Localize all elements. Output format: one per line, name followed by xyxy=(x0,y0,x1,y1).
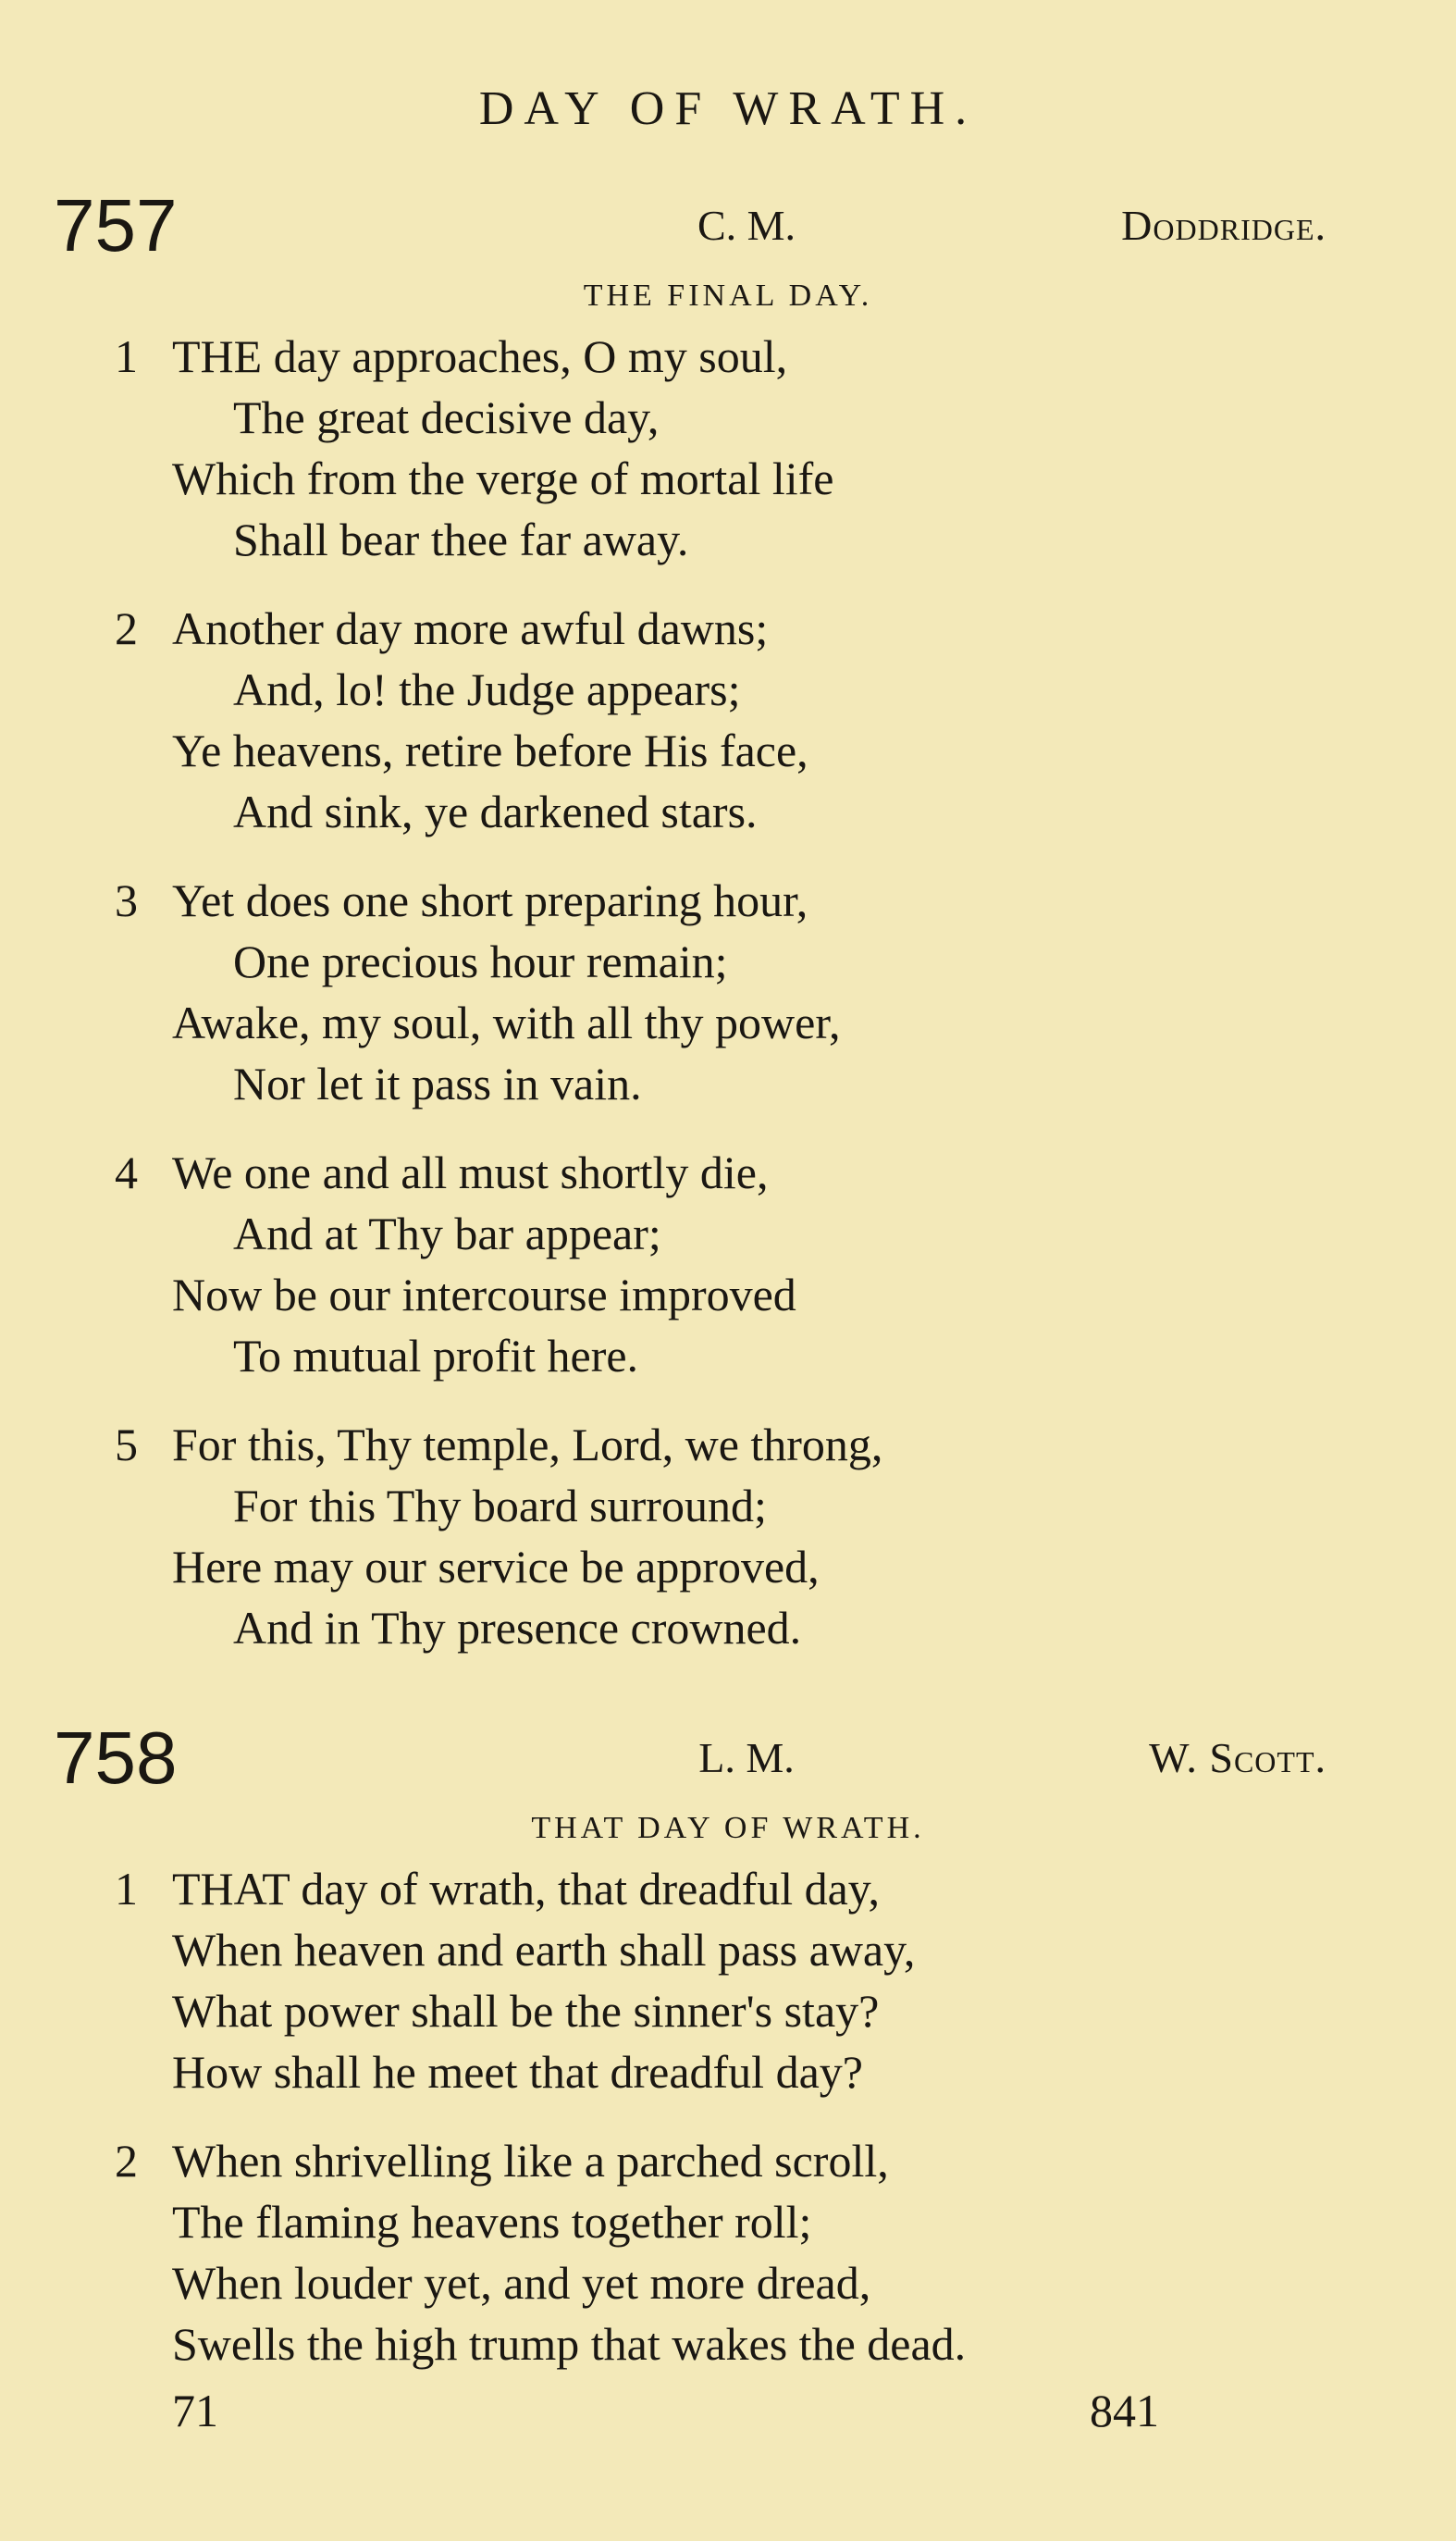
stanza xyxy=(0,2130,1456,2374)
stanza-line: Which from the verge of mortal life xyxy=(172,452,834,504)
stanza xyxy=(0,1858,1456,2102)
stanza-line: How shall he meet that dreadful day? xyxy=(172,2046,863,2098)
stanza-line: When heaven and earth shall pass away, xyxy=(172,1924,916,1976)
stanza-line: And sink, ye darkened stars. xyxy=(233,786,758,837)
stanza-line: One precious hour remain; xyxy=(233,936,728,987)
hymn-758 xyxy=(0,1714,1456,2402)
stanza xyxy=(0,870,1456,1114)
line-text: When shrivelling like a parched scroll, xyxy=(172,2135,889,2187)
stanza xyxy=(0,598,1456,842)
verse-number: 4 xyxy=(115,1147,138,1198)
verse-number: 3 xyxy=(115,874,138,926)
line-text: Yet does one short preparing hour, xyxy=(172,874,808,926)
stanza-line: Shall bear thee far away. xyxy=(233,514,689,565)
stanza-line: And, lo! the Judge appears; xyxy=(233,663,741,715)
stanza-line xyxy=(0,1142,1456,1203)
stanza-line: Here may our service be approved, xyxy=(172,1541,820,1593)
verse-number: 1 xyxy=(115,1863,138,1915)
hymn-author: W. Scott. xyxy=(1149,1734,1326,1781)
hymn-header xyxy=(0,1714,1456,1803)
line-text: THE day approaches, O my soul, xyxy=(172,330,788,382)
hymn-subtitle: THAT DAY OF WRATH. xyxy=(531,1811,925,1845)
line-text: Another day more awful dawns; xyxy=(172,602,769,654)
verse-number: 1 xyxy=(115,330,138,382)
page-number: 841 xyxy=(1090,2385,1159,2436)
stanza-line: Ye heavens, retire before His face, xyxy=(172,725,808,776)
signature-mark: 71 xyxy=(172,2385,218,2436)
line-text: THAT day of wrath, that dreadful day, xyxy=(172,1863,881,1915)
line-text: We one and all must shortly die, xyxy=(172,1147,769,1198)
stanza xyxy=(0,326,1456,570)
hymn-757 xyxy=(0,181,1456,1686)
stanza-line: The flaming heavens together roll; xyxy=(172,2196,812,2248)
verse-number: 5 xyxy=(115,1419,138,1470)
stanza-line: Nor let it pass in vain. xyxy=(233,1058,642,1109)
stanza-line: The great decisive day, xyxy=(233,391,660,443)
stanza xyxy=(0,1142,1456,1386)
hymn-author: Doddridge. xyxy=(1121,202,1326,249)
stanza-line xyxy=(0,1858,1456,1919)
running-head: DAY OF WRATH. xyxy=(478,82,978,135)
hymn-meter: C. M. xyxy=(697,202,796,249)
stanza-line xyxy=(0,2130,1456,2191)
stanza-line xyxy=(0,870,1456,931)
stanza-line: To mutual profit here. xyxy=(233,1330,639,1382)
stanza xyxy=(0,1414,1456,1658)
stanza-line: For this Thy board surround; xyxy=(233,1480,767,1531)
stanza-line: Now be our intercourse improved xyxy=(172,1269,796,1320)
stanza-line: Swells the high trump that wakes the dead. xyxy=(172,2318,967,2370)
verse-number: 2 xyxy=(115,2135,138,2187)
stanza-line xyxy=(0,1414,1456,1475)
stanza-line: And in Thy presence crowned. xyxy=(233,1602,802,1654)
stanza-line: When louder yet, and yet more dread, xyxy=(172,2257,871,2309)
hymn-number: 757 xyxy=(54,184,178,266)
line-text: For this, Thy temple, Lord, we throng, xyxy=(172,1419,883,1470)
verse-number: 2 xyxy=(115,602,138,654)
hymn-number: 758 xyxy=(54,1717,178,1799)
hymn-meter: L. M. xyxy=(698,1734,795,1781)
stanza-line xyxy=(0,598,1456,659)
stanza-line xyxy=(0,326,1456,387)
stanza-line: What power shall be the sinner's stay? xyxy=(172,1985,880,2037)
stanza-line: And at Thy bar appear; xyxy=(233,1208,661,1259)
hymn-header xyxy=(0,181,1456,270)
stanza-line: Awake, my soul, with all thy power, xyxy=(172,997,841,1048)
hymn-subtitle: THE FINAL DAY. xyxy=(583,279,873,313)
